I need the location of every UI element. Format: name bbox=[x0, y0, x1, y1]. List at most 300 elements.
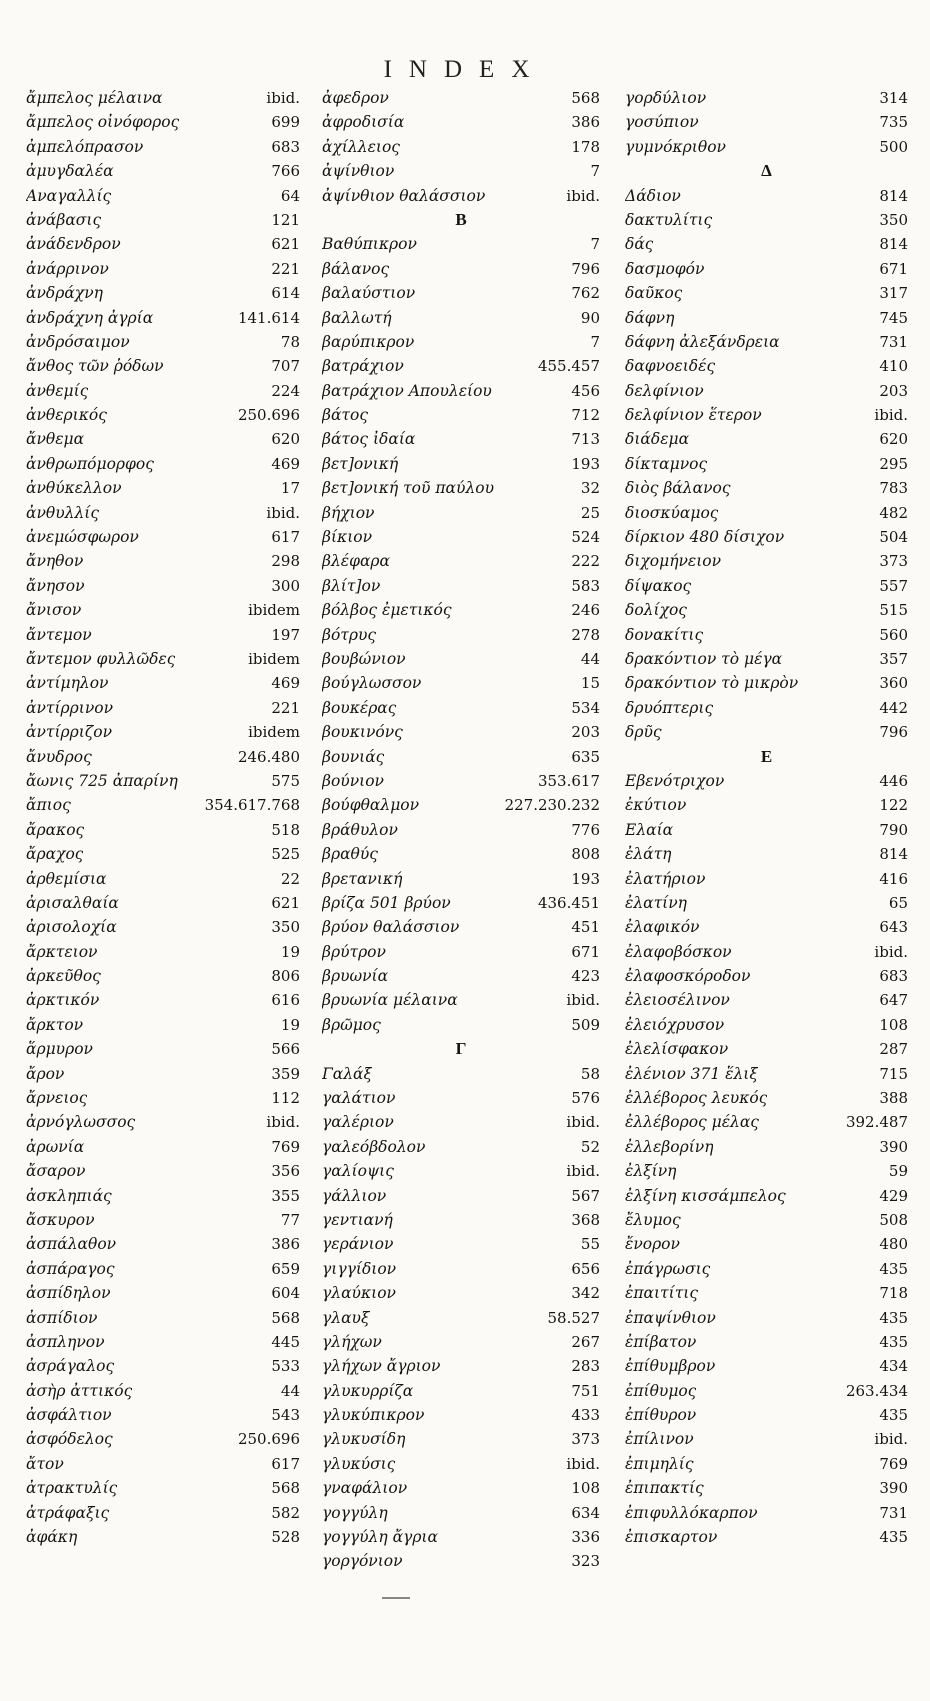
index-entry bbox=[26, 988, 300, 1012]
entry-term: ἀρνόγλωσσος bbox=[26, 1113, 136, 1132]
entry-page-ref: 568 bbox=[271, 1308, 300, 1327]
entry-term: ἐπίθυμος bbox=[625, 1381, 697, 1400]
entry-page-ref: 718 bbox=[879, 1284, 908, 1303]
index-entry bbox=[625, 1330, 908, 1354]
index-entry bbox=[625, 184, 908, 208]
index-entry bbox=[322, 1086, 600, 1110]
entry-page-ref: 534 bbox=[571, 698, 600, 717]
entry-page-ref: 683 bbox=[879, 967, 908, 986]
entry-page-ref: 250.696 bbox=[237, 1430, 300, 1449]
entry-page-ref: 508 bbox=[879, 1210, 908, 1229]
index-entry bbox=[625, 330, 908, 354]
index-entry bbox=[322, 1013, 600, 1037]
entry-term: ἅρμυρον bbox=[26, 1040, 93, 1059]
index-entry bbox=[322, 988, 600, 1012]
index-entry bbox=[26, 940, 300, 964]
entry-term: γλήχων ἄγριον bbox=[322, 1357, 441, 1376]
index-entry bbox=[26, 452, 300, 476]
entry-page-ref: 295 bbox=[879, 454, 908, 473]
entry-term: ἀνθύκελλον bbox=[26, 479, 122, 498]
entry-term: ἀνάβασις bbox=[26, 210, 102, 229]
entry-term: ἐπίθυμβρον bbox=[625, 1357, 716, 1376]
entry-page-ref: 604 bbox=[271, 1284, 300, 1303]
entry-page-ref: 410 bbox=[879, 357, 908, 376]
index-entry bbox=[26, 598, 300, 622]
index-column-1 bbox=[26, 86, 300, 1549]
entry-page-ref: 317 bbox=[879, 284, 908, 303]
index-entry bbox=[322, 427, 600, 451]
entry-term: ἀμυγδαλέα bbox=[26, 162, 114, 181]
entry-page-ref: 731 bbox=[879, 1503, 908, 1522]
index-entry bbox=[322, 696, 600, 720]
index-entry bbox=[625, 940, 908, 964]
entry-page-ref: 620 bbox=[879, 430, 908, 449]
entry-page-ref: 620 bbox=[271, 430, 300, 449]
entry-page-ref: 386 bbox=[271, 1235, 300, 1254]
entry-page-ref: 515 bbox=[879, 601, 908, 620]
entry-term: ἄπιος bbox=[26, 796, 71, 815]
entry-page-ref: 480 bbox=[879, 1235, 908, 1254]
index-entry bbox=[625, 427, 908, 451]
entry-page-ref: 357 bbox=[879, 649, 908, 668]
entry-term: γναφάλιον bbox=[322, 1479, 408, 1498]
entry-term: ἀσπάλαθον bbox=[26, 1235, 117, 1254]
index-entry bbox=[322, 793, 600, 817]
entry-term: ἀνάδενδρον bbox=[26, 235, 121, 254]
entry-term: βρύον θαλάσσιον bbox=[322, 918, 460, 937]
entry-term: Εβενότριχον bbox=[625, 771, 725, 790]
entry-term: γοργόνιον bbox=[322, 1552, 403, 1571]
index-entry bbox=[625, 671, 908, 695]
entry-term: δολίχος bbox=[625, 601, 687, 620]
entry-term: βούνιον bbox=[322, 771, 384, 790]
index-entry bbox=[625, 720, 908, 744]
entry-term: βετ]ονική bbox=[322, 454, 399, 473]
entry-term: Βαθύπικρον bbox=[322, 235, 417, 254]
index-entry bbox=[625, 549, 908, 573]
entry-page-ref: 482 bbox=[879, 503, 908, 522]
entry-term: ἀνδρόσαιμον bbox=[26, 332, 130, 351]
entry-page-ref: 356 bbox=[271, 1162, 300, 1181]
entry-page-ref: 7 bbox=[590, 162, 600, 181]
entry-page-ref: 121 bbox=[271, 210, 300, 229]
entry-page-ref: 500 bbox=[879, 137, 908, 156]
entry-term: ἀνάρρινον bbox=[26, 259, 109, 278]
index-entry bbox=[26, 354, 300, 378]
entry-term: ἄντεμον bbox=[26, 625, 92, 644]
entry-page-ref: 614 bbox=[271, 284, 300, 303]
section-letter: Γ bbox=[455, 1039, 467, 1059]
entry-page-ref: 360 bbox=[879, 674, 908, 693]
index-entry bbox=[625, 452, 908, 476]
index-entry bbox=[26, 1525, 300, 1549]
entry-term: γλήχων bbox=[322, 1332, 382, 1351]
entry-term: ἀψίνθιον bbox=[322, 162, 395, 181]
entry-page-ref: 769 bbox=[879, 1454, 908, 1473]
entry-page-ref: 353.617 bbox=[537, 771, 600, 790]
entry-page-ref: 44 bbox=[580, 649, 600, 668]
index-entry bbox=[625, 915, 908, 939]
entry-term: βράθυλον bbox=[322, 820, 398, 839]
index-entry bbox=[26, 86, 300, 110]
index-entry bbox=[322, 1354, 600, 1378]
index-entry bbox=[26, 915, 300, 939]
entry-page-ref: 671 bbox=[879, 259, 908, 278]
index-entry bbox=[625, 208, 908, 232]
entry-term: ἀρισολοχία bbox=[26, 918, 117, 937]
entry-page-ref: ibid. bbox=[874, 1430, 908, 1449]
section-letter: Δ bbox=[761, 161, 772, 181]
entry-page-ref: 568 bbox=[271, 1479, 300, 1498]
index-entry bbox=[322, 842, 600, 866]
entry-term: ἄρνειος bbox=[26, 1089, 88, 1108]
entry-term: βρύτρον bbox=[322, 942, 386, 961]
index-entry bbox=[625, 647, 908, 671]
entry-term: ἀνεμώσφωρον bbox=[26, 528, 139, 547]
entry-page-ref: 203 bbox=[571, 723, 600, 742]
entry-term: γλυκυσίδη bbox=[322, 1430, 406, 1449]
entry-page-ref: ibidem bbox=[248, 723, 300, 742]
index-entry bbox=[26, 379, 300, 403]
entry-page-ref: 336 bbox=[571, 1528, 600, 1547]
index-entry bbox=[625, 281, 908, 305]
entry-term: δάφνη bbox=[625, 308, 675, 327]
entry-page-ref: 796 bbox=[571, 259, 600, 278]
entry-term: ἄρον bbox=[26, 1064, 65, 1083]
entry-page-ref: 250.696 bbox=[237, 406, 300, 425]
entry-term: ἐπίβατον bbox=[625, 1332, 697, 1351]
index-entry bbox=[26, 1427, 300, 1451]
index-entry bbox=[625, 696, 908, 720]
entry-term: ἀσπάραγος bbox=[26, 1259, 115, 1278]
index-entry bbox=[625, 1501, 908, 1525]
index-column-3 bbox=[625, 86, 908, 1549]
index-entry bbox=[625, 891, 908, 915]
entry-page-ref: 300 bbox=[271, 576, 300, 595]
entry-page-ref: 671 bbox=[571, 942, 600, 961]
entry-term: βούφθαλμον bbox=[322, 796, 420, 815]
entry-page-ref: 683 bbox=[271, 137, 300, 156]
entry-page-ref: 416 bbox=[879, 869, 908, 888]
index-entry bbox=[322, 1452, 600, 1476]
entry-page-ref: 769 bbox=[271, 1137, 300, 1156]
entry-term: ἄμπελος οἰνόφορος bbox=[26, 113, 180, 132]
entry-term: δαῦκος bbox=[625, 284, 683, 303]
index-entry bbox=[322, 818, 600, 842]
entry-page-ref: 141.614 bbox=[237, 308, 300, 327]
entry-page-ref: 390 bbox=[879, 1137, 908, 1156]
entry-term: βουνιάς bbox=[322, 747, 385, 766]
entry-term: βάτος bbox=[322, 406, 369, 425]
index-entry bbox=[26, 476, 300, 500]
entry-page-ref: 368 bbox=[571, 1210, 600, 1229]
entry-term: ἀρκεῦθος bbox=[26, 967, 101, 986]
index-entry bbox=[26, 1159, 300, 1183]
index-entry bbox=[625, 501, 908, 525]
entry-page-ref: 707 bbox=[271, 357, 300, 376]
entry-term: ἄρακος bbox=[26, 820, 85, 839]
index-entry bbox=[26, 110, 300, 134]
index-entry bbox=[625, 842, 908, 866]
entry-page-ref: 19 bbox=[280, 1015, 300, 1034]
entry-term: ἐλαφικόν bbox=[625, 918, 700, 937]
index-entry bbox=[625, 769, 908, 793]
entry-page-ref: 455.457 bbox=[537, 357, 600, 376]
entry-page-ref: 359 bbox=[271, 1064, 300, 1083]
index-entry bbox=[322, 159, 600, 183]
entry-page-ref: 342 bbox=[571, 1284, 600, 1303]
entry-page-ref: 90 bbox=[580, 308, 600, 327]
entry-term: ἀφάκη bbox=[26, 1528, 78, 1547]
entry-page-ref: 246.480 bbox=[237, 747, 300, 766]
index-entry bbox=[322, 1379, 600, 1403]
entry-term: ἐπαψίνθιον bbox=[625, 1308, 716, 1327]
index-entry bbox=[26, 647, 300, 671]
index-entry bbox=[26, 549, 300, 573]
entry-page-ref: 224 bbox=[271, 381, 300, 400]
entry-page-ref: 442 bbox=[879, 698, 908, 717]
index-entry bbox=[26, 1037, 300, 1061]
entry-page-ref: 699 bbox=[271, 113, 300, 132]
index-entry bbox=[322, 769, 600, 793]
entry-term: γλαύκιον bbox=[322, 1284, 396, 1303]
entry-page-ref: 112 bbox=[271, 1089, 300, 1108]
entry-term: ἐλξίνη bbox=[625, 1162, 677, 1181]
entry-term: γλυκύσις bbox=[322, 1454, 396, 1473]
entry-page-ref: 621 bbox=[271, 235, 300, 254]
index-entry bbox=[26, 403, 300, 427]
entry-term: γλυκύπικρον bbox=[322, 1406, 425, 1425]
entry-term: δρακόντιον τὸ μέγα bbox=[625, 649, 783, 668]
index-entry bbox=[322, 1525, 600, 1549]
entry-term: ἐλελίσφακον bbox=[625, 1040, 729, 1059]
entry-term: βραθύς bbox=[322, 845, 378, 864]
index-entry bbox=[625, 379, 908, 403]
entry-page-ref: 518 bbox=[271, 820, 300, 839]
index-entry bbox=[26, 1013, 300, 1037]
index-entry bbox=[322, 671, 600, 695]
index-entry bbox=[26, 427, 300, 451]
index-entry bbox=[322, 1257, 600, 1281]
index-entry bbox=[625, 1037, 908, 1061]
entry-term: ἄμπελος μέλαινα bbox=[26, 89, 163, 107]
index-entry bbox=[322, 745, 600, 769]
index-entry bbox=[26, 208, 300, 232]
entry-term: ἄνθεμα bbox=[26, 430, 85, 449]
entry-term: βρίζα 501 βρύον bbox=[322, 893, 451, 912]
entry-term: βρυωνία μέλαινα bbox=[322, 991, 458, 1010]
entry-page-ref: 576 bbox=[571, 1089, 600, 1108]
entry-term: βετ]ονική τοῦ παύλου bbox=[322, 479, 495, 498]
entry-page-ref: ibidem bbox=[248, 649, 300, 668]
entry-page-ref: ibid. bbox=[566, 1113, 600, 1132]
index-entry bbox=[26, 720, 300, 744]
index-entry bbox=[625, 1427, 908, 1451]
entry-term: ἄνισον bbox=[26, 601, 82, 620]
entry-term: ἐπιμηλίς bbox=[625, 1454, 694, 1473]
entry-term: ἀντίρρινον bbox=[26, 698, 114, 717]
index-entry bbox=[322, 647, 600, 671]
index-entry bbox=[26, 1208, 300, 1232]
entry-term: γαλίοψις bbox=[322, 1162, 394, 1181]
index-entry bbox=[26, 1354, 300, 1378]
entry-term: δελφίνιον ἕτερον bbox=[625, 406, 762, 425]
index-entry bbox=[26, 964, 300, 988]
entry-term: ἀσπίδιον bbox=[26, 1308, 98, 1327]
entry-page-ref: 435 bbox=[879, 1259, 908, 1278]
index-entry bbox=[26, 1452, 300, 1476]
index-entry bbox=[26, 330, 300, 354]
index-entry bbox=[625, 525, 908, 549]
entry-term: βρῶμος bbox=[322, 1015, 381, 1034]
entry-page-ref: 451 bbox=[571, 918, 600, 937]
entry-page-ref: 766 bbox=[271, 162, 300, 181]
index-entry bbox=[26, 574, 300, 598]
entry-page-ref: 557 bbox=[879, 576, 908, 595]
entry-term: ἐλξίνη κισσάμπελος bbox=[625, 1186, 786, 1205]
index-entry bbox=[26, 671, 300, 695]
entry-term: Δάδιον bbox=[625, 186, 681, 205]
index-entry bbox=[26, 696, 300, 720]
index-entry bbox=[625, 135, 908, 159]
index-entry bbox=[625, 598, 908, 622]
entry-term: διοσκύαμος bbox=[625, 503, 719, 522]
entry-term: δελφίνιον bbox=[625, 381, 704, 400]
entry-term: ἄτον bbox=[26, 1454, 64, 1473]
entry-term: ἀτράφαξις bbox=[26, 1503, 110, 1522]
entry-term: ἀφεδρον bbox=[322, 89, 389, 107]
index-entry bbox=[322, 623, 600, 647]
entry-term: γαλέριον bbox=[322, 1113, 394, 1132]
entry-term: ἐλλεβορίνη bbox=[625, 1137, 714, 1156]
index-entry bbox=[625, 1159, 908, 1183]
entry-term: ἀνθεμίς bbox=[26, 381, 89, 400]
index-entry bbox=[26, 1476, 300, 1500]
index-entry bbox=[625, 86, 908, 110]
entry-page-ref: ibid. bbox=[566, 991, 600, 1010]
entry-page-ref: 751 bbox=[571, 1381, 600, 1400]
index-entry bbox=[625, 1110, 908, 1134]
index-entry bbox=[322, 598, 600, 622]
index-entry bbox=[322, 476, 600, 500]
entry-page-ref: 65 bbox=[888, 893, 908, 912]
index-entry bbox=[26, 1281, 300, 1305]
entry-term: ἄρκτον bbox=[26, 1015, 84, 1034]
index-entry bbox=[26, 1232, 300, 1256]
entry-term: Αναγαλλίς bbox=[26, 186, 112, 205]
entry-page-ref: ibid. bbox=[874, 406, 908, 425]
entry-page-ref: 808 bbox=[571, 845, 600, 864]
index-entry bbox=[26, 501, 300, 525]
index-column-2 bbox=[322, 86, 600, 1574]
entry-term: ἐκύτιον bbox=[625, 796, 687, 815]
entry-term: δακτυλίτις bbox=[625, 210, 713, 229]
entry-page-ref: 528 bbox=[271, 1528, 300, 1547]
entry-page-ref: 560 bbox=[879, 625, 908, 644]
entry-term: διάδεμα bbox=[625, 430, 690, 449]
index-entry bbox=[625, 1403, 908, 1427]
index-entry bbox=[625, 1062, 908, 1086]
entry-page-ref: 373 bbox=[571, 1430, 600, 1449]
index-entry bbox=[322, 1549, 600, 1573]
index-entry bbox=[26, 232, 300, 256]
index-entry bbox=[26, 623, 300, 647]
entry-term: ἀτρακτυλίς bbox=[26, 1479, 118, 1498]
index-entry bbox=[625, 1476, 908, 1500]
index-entry bbox=[26, 1379, 300, 1403]
index-entry bbox=[26, 159, 300, 183]
index-entry bbox=[322, 306, 600, 330]
entry-term: βλέφαρα bbox=[322, 552, 391, 571]
entry-page-ref: 806 bbox=[271, 967, 300, 986]
entry-term: βότρυς bbox=[322, 625, 377, 644]
entry-page-ref: 566 bbox=[271, 1040, 300, 1059]
entry-term: βουβώνιον bbox=[322, 649, 406, 668]
entry-page-ref: 221 bbox=[271, 698, 300, 717]
entry-page-ref: 776 bbox=[571, 820, 600, 839]
entry-page-ref: 55 bbox=[580, 1235, 600, 1254]
index-entry bbox=[322, 1306, 600, 1330]
entry-term: δρακόντιον τὸ μικρὸν bbox=[625, 674, 799, 693]
entry-page-ref: 197 bbox=[271, 625, 300, 644]
entry-page-ref: 582 bbox=[271, 1503, 300, 1522]
entry-term: ἐπάγρωσις bbox=[625, 1259, 711, 1278]
index-entry bbox=[322, 281, 600, 305]
index-entry bbox=[322, 891, 600, 915]
index-entry bbox=[322, 1062, 600, 1086]
entry-term: γογγύλη ἄγρια bbox=[322, 1528, 438, 1547]
entry-term: ἄνθος τῶν ῥόδων bbox=[26, 357, 164, 376]
index-entry bbox=[322, 1232, 600, 1256]
entry-term: ἐπίθυρον bbox=[625, 1406, 697, 1425]
entry-term: ἀσὴρ ἀττικός bbox=[26, 1381, 133, 1400]
index-entry bbox=[625, 1281, 908, 1305]
entry-term: ἀρκτικόν bbox=[26, 991, 100, 1010]
entry-page-ref: 429 bbox=[879, 1186, 908, 1205]
entry-term: διὸς βάλανος bbox=[625, 479, 731, 498]
entry-term: ἄωνις 725 ἀπαρίνη bbox=[26, 771, 178, 790]
entry-term: ἄνησον bbox=[26, 576, 85, 595]
index-entry bbox=[322, 1330, 600, 1354]
entry-page-ref: 634 bbox=[571, 1503, 600, 1522]
index-entry bbox=[625, 1232, 908, 1256]
entry-term: βατράχιον bbox=[322, 357, 404, 376]
entry-term: ἀμπελόπρασον bbox=[26, 137, 144, 156]
index-entry bbox=[322, 1208, 600, 1232]
entry-term: βίκιον bbox=[322, 528, 373, 547]
index-entry bbox=[26, 184, 300, 208]
entry-term: διχομήνειον bbox=[625, 552, 722, 571]
entry-term: Γαλάξ bbox=[322, 1064, 373, 1083]
index-entry bbox=[322, 1110, 600, 1134]
entry-page-ref: 263.434 bbox=[845, 1381, 908, 1400]
entry-page-ref: 617 bbox=[271, 1454, 300, 1473]
entry-page-ref: 17 bbox=[280, 479, 300, 498]
entry-page-ref: 435 bbox=[879, 1406, 908, 1425]
index-entry bbox=[322, 452, 600, 476]
footer-divider bbox=[382, 1597, 410, 1599]
entry-term: ἐπιπακτίς bbox=[625, 1479, 704, 1498]
entry-page-ref: 44 bbox=[280, 1381, 300, 1400]
entry-page-ref: 712 bbox=[571, 406, 600, 425]
index-entry bbox=[625, 1184, 908, 1208]
entry-term: ἀνδράχνη bbox=[26, 284, 103, 303]
entry-page-ref: 193 bbox=[571, 454, 600, 473]
entry-page-ref: 7 bbox=[590, 332, 600, 351]
index-entry bbox=[322, 257, 600, 281]
entry-term: γάλλιον bbox=[322, 1186, 387, 1205]
index-entry bbox=[322, 964, 600, 988]
